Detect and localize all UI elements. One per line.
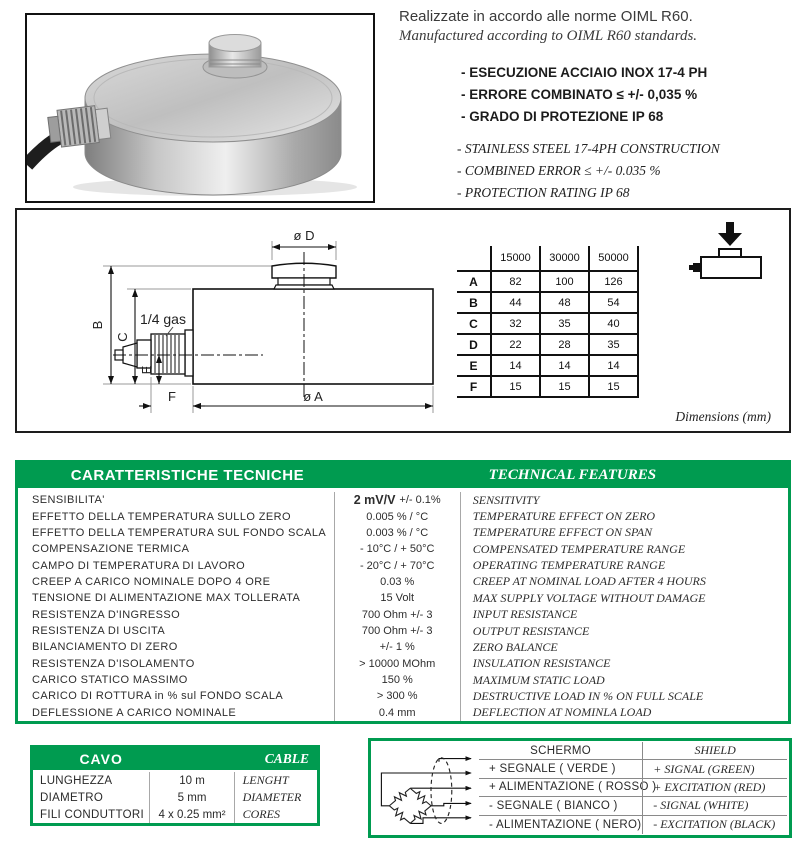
table-row (457, 334, 638, 355)
spec-value: 0.03 % (334, 574, 461, 590)
spec-value (334, 492, 461, 508)
wire-label-it: - ALIMENTAZIONE ( NERO) (489, 818, 642, 831)
spec-label-it: DEFLESSIONE A CARICO NOMINALE (32, 706, 237, 719)
cable-label-en: DIAMETER (242, 790, 302, 804)
spec-value: > 300 % (334, 688, 461, 704)
wheatstone-bridge-diagram (375, 743, 479, 835)
capacity-header: 30000 (540, 246, 589, 271)
spec-label-it: CAMPO DI TEMPERATURA DI LAVORO (32, 559, 246, 572)
table-row (457, 292, 638, 313)
wire-label-it: + ALIMENTAZIONE ( ROSSO ) (479, 779, 642, 797)
cable-title-en: CABLE (264, 751, 309, 766)
wire-label-en: - SIGNAL (WHITE) (642, 797, 787, 815)
spec-label-en: INSULATION RESISTANCE (472, 656, 611, 671)
spec-value: 15 Volt (334, 590, 461, 606)
bullet-en: - COMBINED ERROR ≤ +/- 0.035 % (457, 163, 661, 178)
bullet-en: - STAINLESS STEEL 17-4PH CONSTRUCTION (457, 141, 720, 156)
bullet-it: - ERRORE COMBINATO ≤ +/- 0,035 % (461, 87, 698, 102)
spec-value: 0.005 % / °C (334, 508, 461, 524)
dimensions-note: Dimensions (mm) (675, 409, 771, 424)
technical-features-panel (15, 460, 791, 724)
spec-label-en: TEMPERATURE EFFECT ON SPAN (472, 525, 653, 540)
spec-label-en: CREEP AT NOMINAL LOAD AFTER 4 HOURS (472, 574, 706, 589)
dim-row-label: C (457, 313, 491, 334)
spec-label-it: CARICO STATICO MASSIMO (32, 674, 188, 687)
corner-cell (457, 246, 491, 271)
tech-table (18, 488, 788, 721)
dim-label-c: C (115, 332, 130, 342)
cable-label-it: DIAMETRO (40, 791, 104, 804)
dim-label-d: ø D (293, 228, 315, 243)
wire-label-en: SHIELD (642, 742, 787, 760)
spec-value: 700 Ohm +/- 3 (334, 623, 461, 639)
spec-label-en: COMPENSATED TEMPERATURE RANGE (472, 541, 686, 556)
capacity-header: 15000 (491, 246, 540, 271)
oiml-line-en: Manufactured according to OIML R60 standards. (399, 28, 698, 44)
capacity-header: 50000 (589, 246, 638, 271)
spec-value-bold: 2 mV/V (353, 493, 396, 508)
dim-value: 126 (589, 271, 638, 292)
cable-label-en: LENGHT (242, 773, 289, 787)
cable-table (33, 770, 317, 823)
cable-label-en: CORES (242, 807, 280, 821)
spec-value: +/- 1 % (334, 639, 461, 655)
dim-row-label: E (457, 355, 491, 376)
table-row (457, 313, 638, 334)
spec-label-it: CARICO DI ROTTURA in % sul FONDO SCALA (32, 690, 284, 703)
bullet-it: - GRADO DI PROTEZIONE IP 68 (461, 109, 664, 124)
dim-value: 15 (491, 376, 540, 397)
load-cell-photo (27, 15, 373, 201)
spec-label-en: DEFLECTION AT NOMINLA LOAD (472, 705, 652, 720)
dim-value: 14 (589, 355, 638, 376)
bullet-en: - PROTECTION RATING IP 68 (457, 185, 630, 200)
dim-row-label: B (457, 292, 491, 313)
cable-value: 10 m (149, 772, 234, 789)
spec-label-en: OUTPUT RESISTANCE (472, 623, 590, 638)
dim-value: 48 (540, 292, 589, 313)
table-row (457, 271, 638, 292)
tech-header-bar (18, 463, 788, 488)
dim-value: 35 (540, 313, 589, 334)
spec-label-it: COMPENSAZIONE TERMICA (32, 543, 190, 556)
dim-value: 32 (491, 313, 540, 334)
drawing-body (193, 289, 433, 384)
spec-label-en: MAXIMUM STATIC LOAD (472, 672, 605, 687)
dim-value: 44 (491, 292, 540, 313)
wire-label-en: + SIGNAL (GREEN) (642, 760, 787, 778)
table-row (457, 246, 638, 271)
cable-title-it: CAVO (79, 751, 123, 767)
wire-label-en: + EXCITATION (RED) (642, 779, 787, 797)
button-top (209, 35, 261, 52)
technical-drawing (23, 214, 453, 429)
spec-label-it: EFFETTO DELLA TEMPERATURA SULLO ZERO (32, 510, 291, 523)
oiml-line-it: Realizzate in accordo alle norme OIML R60. (399, 8, 693, 25)
dimension-drawing-panel (15, 208, 791, 433)
table-row (457, 376, 638, 397)
dim-value: 14 (540, 355, 589, 376)
cable-value: 5 mm (149, 789, 234, 806)
spec-label-en: TEMPERATURE EFFECT ON ZERO (472, 509, 656, 524)
gland-thread-label: 1/4 gas (140, 311, 186, 327)
dim-value: 54 (589, 292, 638, 313)
cable-label-it: FILI CONDUTTORI (40, 808, 144, 821)
dim-value: 82 (491, 271, 540, 292)
spec-label-it: EFFETTO DELLA TEMPERATURA SUL FONDO SCALA (32, 526, 327, 539)
spec-label-it: CREEP A CARICO NOMINALE DOPO 4 ORE (32, 575, 271, 588)
tech-title-en: TECHNICAL FEATURES (488, 467, 657, 483)
spec-value-rest: +/- 0.1% (399, 494, 441, 507)
cable-panel (30, 745, 320, 826)
spec-value: 0.4 mm (334, 705, 461, 721)
spec-label-it: BILANCIAMENTO DI ZERO (32, 641, 178, 654)
spec-value: - 20°C / + 70°C (334, 557, 461, 573)
cable-shield-ellipse (431, 758, 452, 824)
spec-label-it: RESISTENZA D'ISOLAMENTO (32, 657, 195, 670)
dim-row-label: D (457, 334, 491, 355)
spec-label-en: INPUT RESISTANCE (472, 607, 578, 622)
dim-label-e: E (139, 365, 154, 375)
spec-value: - 10°C / + 50°C (334, 541, 461, 557)
wire-label-it: + SEGNALE ( VERDE ) (479, 760, 642, 778)
dim-label-b: B (90, 320, 105, 330)
wire-label-it: SCHERMO (479, 742, 642, 760)
dim-value: 15 (540, 376, 589, 397)
wire-label-en: - EXCITATION (BLACK) (642, 816, 787, 834)
dim-value: 15 (589, 376, 638, 397)
wiring-panel (368, 738, 792, 838)
spec-label-en: ZERO BALANCE (472, 639, 558, 654)
spec-value: 150 % (334, 672, 461, 688)
spec-label-it: RESISTENZA DI USCITA (32, 625, 166, 638)
spec-label-it: TENSIONE DI ALIMENTAZIONE MAX TOLLERATA (32, 592, 301, 605)
dim-value: 40 (589, 313, 638, 334)
cable-label-it: LUNGHEZZA (40, 774, 113, 787)
dim-row-label: F (457, 376, 491, 397)
bullet-it: - ESECUZIONE ACCIAIO INOX 17-4 PH (461, 65, 708, 80)
dim-row-label: A (457, 271, 491, 292)
dimensions-table (457, 246, 639, 398)
spec-label-en: DESTRUCTIVE LOAD IN % ON FULL SCALE (472, 688, 704, 703)
dim-value: 100 (540, 271, 589, 292)
spec-label-it: SENSIBILITA' (32, 494, 105, 507)
spec-value: 0.003 % / °C (334, 525, 461, 541)
spec-label-en: SENSITIVITY (472, 492, 540, 507)
spec-label-en: MAX SUPPLY VOLTAGE WITHOUT DAMAGE (472, 590, 706, 605)
table-row (457, 355, 638, 376)
dim-value: 14 (491, 355, 540, 376)
spec-label-it: RESISTENZA D'INGRESSO (32, 608, 181, 621)
load-cell-photo-frame (25, 13, 375, 203)
dim-label-a: ø A (303, 389, 323, 404)
wiring-table (479, 742, 787, 834)
tech-title-it: CARATTERISTICHE TECNICHE (70, 467, 305, 484)
load-direction-icon (689, 222, 773, 282)
cable-header-bar (33, 748, 317, 770)
dim-value: 35 (589, 334, 638, 355)
dim-value: 22 (491, 334, 540, 355)
dim-value: 28 (540, 334, 589, 355)
dim-label-f: F (168, 389, 176, 404)
spec-label-en: OPERATING TEMPERATURE RANGE (472, 558, 666, 573)
spec-value: > 10000 MOhm (334, 656, 461, 672)
cable-value: 4 x 0.25 mm² (149, 806, 234, 823)
feature-bullets-it (461, 62, 799, 128)
feature-bullets-en (457, 138, 799, 204)
spec-value: 700 Ohm +/- 3 (334, 606, 461, 622)
wire-label-it: - SEGNALE ( BIANCO ) (479, 797, 642, 815)
header-text (399, 8, 799, 204)
